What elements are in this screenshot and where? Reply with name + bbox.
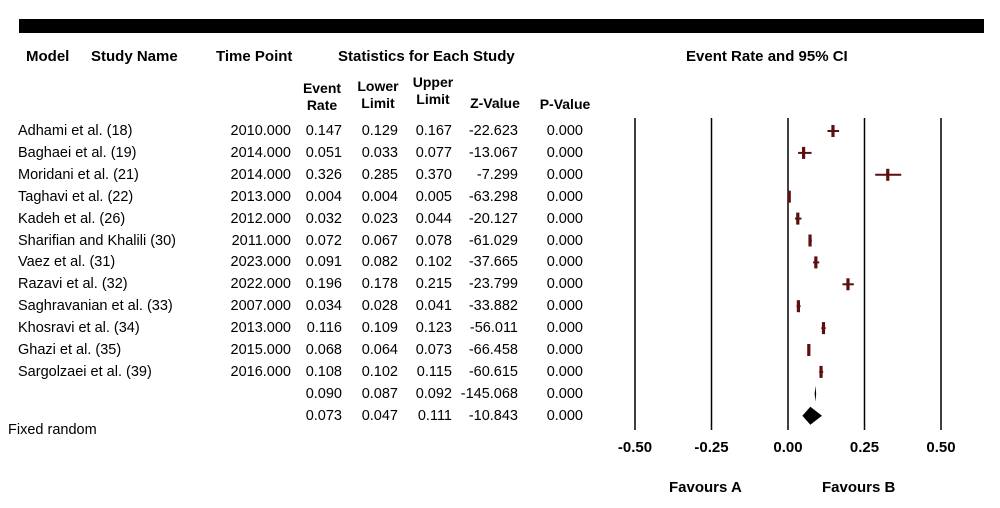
z-value-cell: -20.127 [468, 210, 518, 227]
time-point-cell: 2007.000 [230, 298, 291, 315]
event-rate-cell: 0.091 [305, 254, 342, 271]
upper-limit-cell: 0.215 [415, 276, 452, 293]
header-event-rate-line2: Rate [306, 97, 338, 113]
time-point-cell: 2010.000 [230, 123, 291, 139]
point-estimate-marker [846, 278, 849, 290]
study-name-cell: Baghaei et al. (19) [18, 144, 137, 161]
study-name-cell: Ghazi et al. (35) [18, 342, 122, 358]
p-value-cell: 0.000 [546, 232, 583, 249]
point-estimate-marker [802, 147, 805, 159]
upper-limit-cell: 0.077 [415, 144, 452, 161]
lower-limit-cell: 0.004 [361, 188, 398, 205]
upper-limit-cell: 0.073 [415, 342, 452, 358]
header-upper-limit-line1: Upper [412, 74, 454, 90]
lower-limit-cell: 0.023 [361, 210, 398, 227]
lower-limit-cell: 0.285 [361, 166, 398, 183]
header-statistics: Statistics for Each Study [338, 48, 515, 65]
time-point-cell: 2023.000 [230, 254, 291, 271]
x-tick-label: 0.25 [849, 439, 880, 456]
lower-limit-cell: 0.033 [361, 144, 398, 161]
favours-a-label: Favours A [669, 479, 742, 496]
time-point-cell: 2014.000 [230, 144, 291, 161]
header-time-point: Time Point [216, 48, 293, 65]
z-value-cell: -66.458 [468, 342, 518, 358]
header-event-rate-ci: Event Rate and 95% CI [686, 48, 848, 65]
upper-limit-cell: 0.005 [415, 188, 452, 205]
upper-limit-cell: 0.044 [415, 210, 452, 227]
point-estimate-marker [797, 300, 800, 312]
event-rate-cell: 0.073 [305, 407, 342, 424]
summary-diamond [815, 386, 817, 402]
event-rate-cell: 0.108 [305, 363, 342, 380]
time-point-cell: 2015.000 [230, 342, 291, 358]
study-name-cell: Adhami et al. (18) [18, 123, 133, 139]
point-estimate-marker [788, 191, 791, 203]
lower-limit-cell: 0.178 [361, 276, 398, 293]
point-estimate-marker [886, 169, 889, 181]
upper-limit-cell: 0.092 [415, 385, 452, 402]
time-point-cell: 2016.000 [230, 363, 291, 380]
time-point-cell: 2014.000 [230, 166, 291, 183]
x-tick-label: 0.50 [926, 439, 956, 456]
point-estimate-marker [831, 125, 834, 137]
p-value-cell: 0.000 [546, 123, 583, 139]
p-value-cell: 0.000 [546, 298, 583, 315]
point-estimate-marker [796, 213, 799, 225]
point-estimate-marker [819, 366, 822, 378]
lower-limit-cell: 0.067 [361, 232, 398, 249]
header-lower-limit-line1: Lower [357, 78, 399, 94]
event-rate-cell: 0.326 [305, 166, 342, 183]
study-name-cell: Saghravanian et al. (33) [18, 298, 173, 315]
study-name-cell: Razavi et al. (32) [18, 276, 128, 293]
x-tick-label: -0.50 [617, 439, 653, 456]
p-value-cell: 0.000 [546, 188, 583, 205]
study-name-cell: Taghavi et al. (22) [18, 188, 134, 205]
header-z-value: Z-Value [470, 95, 520, 111]
model-label: Fixed random [8, 422, 97, 438]
p-value-cell: 0.000 [546, 276, 583, 293]
time-point-cell: 2011.000 [231, 232, 291, 249]
z-value-cell: -13.067 [468, 144, 518, 161]
p-value-cell: 0.000 [546, 407, 583, 424]
event-rate-cell: 0.051 [305, 144, 342, 161]
favours-b-label: Favours B [822, 479, 896, 496]
point-estimate-marker [808, 235, 811, 247]
z-value-cell: -63.298 [468, 188, 518, 205]
x-tick-label: 0.00 [773, 439, 803, 456]
point-estimate-marker [822, 322, 825, 334]
z-value-cell: -23.799 [468, 276, 518, 293]
header-model: Model [26, 48, 70, 65]
lower-limit-cell: 0.129 [361, 123, 398, 139]
p-value-cell: 0.000 [546, 210, 583, 227]
upper-limit-cell: 0.370 [415, 166, 452, 183]
time-point-cell: 2013.000 [230, 320, 291, 337]
p-value-cell: 0.000 [546, 342, 583, 358]
study-name-cell: Moridani et al. (21) [18, 166, 139, 183]
event-rate-cell: 0.004 [305, 188, 342, 205]
point-estimate-marker [814, 256, 817, 268]
time-point-cell: 2013.000 [230, 188, 291, 205]
p-value-cell: 0.000 [546, 254, 583, 271]
z-value-cell: -7.299 [476, 166, 518, 183]
z-value-cell: -60.615 [468, 363, 518, 380]
event-rate-cell: 0.090 [305, 385, 342, 402]
header-study-name: Study Name [91, 48, 178, 65]
p-value-cell: 0.000 [546, 144, 583, 161]
summary-diamond [802, 407, 822, 425]
header-event-rate-line1: Event [302, 80, 342, 96]
lower-limit-cell: 0.082 [361, 254, 398, 271]
lower-limit-cell: 0.047 [361, 407, 398, 424]
event-rate-cell: 0.147 [305, 123, 342, 139]
header-upper-limit-line2: Limit [416, 91, 450, 107]
upper-limit-cell: 0.123 [415, 320, 452, 337]
study-name-cell: Vaez et al. (31) [18, 254, 116, 271]
z-value-cell: -10.843 [468, 407, 518, 424]
event-rate-cell: 0.034 [305, 298, 342, 315]
z-value-cell: -145.068 [460, 385, 518, 402]
point-estimate-marker [807, 344, 810, 356]
event-rate-cell: 0.068 [305, 342, 342, 358]
p-value-cell: 0.000 [546, 320, 583, 337]
study-name-cell: Sharifian and Khalili (30) [18, 232, 176, 249]
lower-limit-cell: 0.087 [361, 385, 398, 402]
x-tick-label: -0.25 [694, 439, 729, 456]
time-point-cell: 2012.000 [230, 210, 291, 227]
z-value-cell: -37.665 [468, 254, 518, 271]
upper-limit-cell: 0.041 [415, 298, 452, 315]
upper-limit-cell: 0.167 [415, 123, 452, 139]
event-rate-cell: 0.116 [306, 320, 342, 337]
lower-limit-cell: 0.109 [361, 320, 398, 337]
lower-limit-cell: 0.064 [361, 342, 398, 358]
study-name-cell: Kadeh et al. (26) [18, 210, 126, 227]
header-p-value: P-Value [539, 96, 591, 112]
time-point-cell: 2022.000 [230, 276, 291, 293]
upper-limit-cell: 0.115 [416, 363, 452, 380]
event-rate-cell: 0.072 [305, 232, 342, 249]
z-value-cell: -56.011 [469, 320, 518, 337]
study-name-cell: Khosravi et al. (34) [18, 320, 140, 337]
upper-limit-cell: 0.102 [415, 254, 452, 271]
event-rate-cell: 0.032 [305, 210, 342, 227]
lower-limit-cell: 0.102 [361, 363, 398, 380]
event-rate-cell: 0.196 [305, 276, 342, 293]
header-lower-limit-line2: Limit [361, 95, 395, 111]
z-value-cell: -61.029 [468, 232, 518, 249]
p-value-cell: 0.000 [546, 166, 583, 183]
study-name-cell: Sargolzaei et al. (39) [18, 363, 152, 380]
p-value-cell: 0.000 [546, 385, 583, 402]
p-value-cell: 0.000 [546, 363, 583, 380]
z-value-cell: -33.882 [468, 298, 518, 315]
upper-limit-cell: 0.111 [417, 407, 452, 424]
z-value-cell: -22.623 [468, 123, 518, 139]
lower-limit-cell: 0.028 [361, 298, 398, 315]
upper-limit-cell: 0.078 [415, 232, 452, 249]
